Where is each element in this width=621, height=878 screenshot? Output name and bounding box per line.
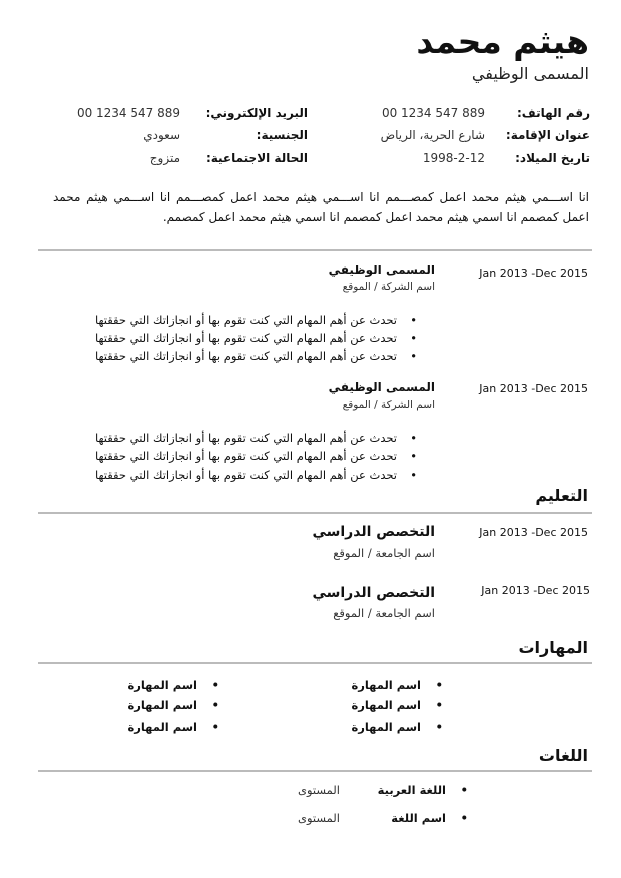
info-label: الحالة الاجتماعية: [205,151,308,165]
list-item: • تحدث عن أهم المهام التي كنت تقوم بها أو انجازاتك التي حققتها [95,449,397,463]
info-label: رقم الهاتف: [517,106,590,120]
list-item: • تحدث عن أهم المهام التي كنت تقوم بها أو انجازاتك التي حققتها [95,313,397,327]
divider [38,770,592,772]
company: اسم الشركة / الموقع [342,399,435,411]
skill-item: • اسم المهارة [127,698,197,712]
info-label: عنوان الإقامة: [505,128,590,142]
edu-date: Jan 2013 -Dec 2015 [479,526,588,539]
edu-date: Jan 2013 -Dec 2015 [481,584,590,597]
list-item: • تحدث عن أهم المهام التي كنت تقوم بها أو انجازاتك التي حققتها [95,349,397,363]
info-value: 00 1234 547 889 [76,106,180,120]
person-name: هيثم محمد [416,22,589,61]
language-level: المستوى [297,783,340,797]
list-item: • تحدث عن أهم المهام التي كنت تقوم بها أو انجازاتك التي حققتها [95,331,397,345]
info-label: البريد الإلكتروني: [205,106,308,120]
divider [38,512,592,514]
info-value: 00 1234 547 889 [381,106,485,120]
skill-item: • اسم المهارة [351,720,421,734]
list-item: • تحدث عن أهم المهام التي كنت تقوم بها أو انجازاتك التي حققتها [95,468,397,482]
skill-item: • اسم المهارة [351,698,421,712]
info-label: الجنسية: [256,128,308,142]
divider [38,662,592,664]
language-name: • اسم اللغة [391,811,446,825]
divider [38,249,592,251]
skill-item: • اسم المهارة [351,678,421,692]
info-label: تاريخ الميلاد: [515,151,590,165]
job-date: Jan 2013 -Dec 2015 [479,267,588,280]
section-heading-languages: اللغات [538,746,588,765]
skill-item: • اسم المهارة [127,678,197,692]
edu-school: اسم الجامعة / الموقع [333,606,435,620]
company: اسم الشركة / الموقع [342,281,435,293]
info-value: 1998-2-12 [422,151,485,165]
section-heading-skills: المهارات [518,638,588,657]
section-heading-education: التعليم [535,486,588,505]
language-level: المستوى [297,811,340,825]
job-position: المسمى الوظيفي [328,263,435,277]
job-title: المسمى الوظيفي [471,64,589,83]
language-name: • اللغة العربية [378,783,446,797]
info-value: شارع الحرية، الرياض [380,128,485,142]
edu-major: التخصص الدراسي [312,585,435,601]
info-value: متزوج [149,151,180,165]
job-position: المسمى الوظيفي [328,380,435,394]
job-date: Jan 2013 -Dec 2015 [479,382,588,395]
list-item: • تحدث عن أهم المهام التي كنت تقوم بها أو انجازاتك التي حققتها [95,431,397,445]
edu-major: التخصص الدراسي [312,524,435,540]
info-value: سعودي [143,128,180,142]
summary: انا اســـمي هيثم محمد اعمل كمصـــمم انا اســـمي هيثم محمد اعمل كمصـــمم انا اســـمي هيثم محمد اعمل كمصمم انا اسمي هيثم محمد اعمل كمصمم انا اسمي هيثم محمد اعمل كمصمم. [53,190,589,224]
edu-school: اسم الجامعة / الموقع [333,546,435,560]
skill-item: • اسم المهارة [127,720,197,734]
